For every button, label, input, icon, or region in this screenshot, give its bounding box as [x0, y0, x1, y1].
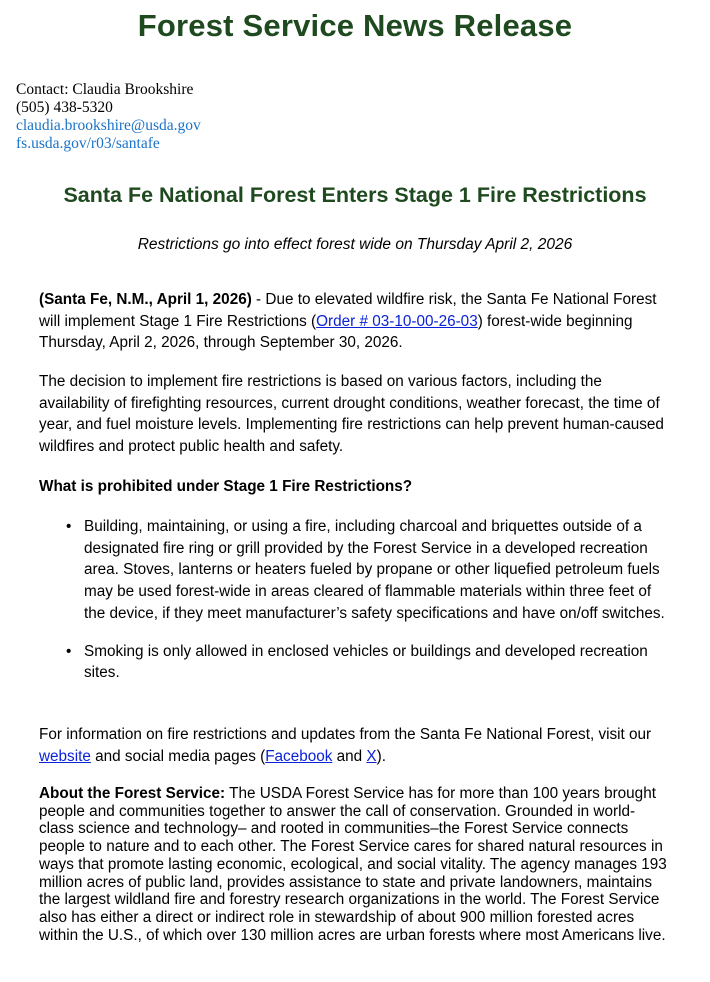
contact-block	[16, 81, 201, 153]
info-text-2: and social media pages (	[90, 747, 266, 765]
about-text: The USDA Forest Service has for more than 100 years brought people and communities together to answer the call of conservation. Grounded in world-class science and technology– and rooted in communities–the Forest Service connects people to nature and to each other. The Forest Service cares for shared natural resources in ways that promote lasting economic, ecological, and social vitality. The agency manages 193 million acres of public land, provides assistance to state and private landowners, maintains the largest wildland fire and forestry research organizations in the world. The Forest Service also has either a direct or indirect role in stewardship of about 900 million forested acres within the U.S., of which over 130 million acres are urban forests where most Americans live.	[39, 785, 667, 944]
contact-website-link[interactable]: fs.usda.gov/r03/santafe	[16, 135, 160, 152]
prohibited-list	[39, 516, 669, 684]
info-text-4: ).	[376, 747, 386, 765]
lead-paragraph	[39, 289, 669, 354]
contact-email-link[interactable]: claudia.brookshire@usda.gov	[16, 117, 201, 134]
info-text-3: and	[332, 747, 367, 765]
contact-name: Contact: Claudia Brookshire	[16, 81, 194, 98]
lead-text-2: ) forest-wide beginning Thursday, April 2, 2026, through September 30, 2026.	[39, 312, 633, 352]
list-item-text: Smoking is only allowed in enclosed vehicles or buildings and developed recreation sites.	[84, 642, 648, 682]
list-item	[39, 516, 669, 625]
subheadline: Restrictions go into effect forest wide on Thursday April 2, 2026	[137, 236, 573, 253]
masthead-title: Forest Service News Release	[137, 8, 573, 43]
info-text-1: For information on fire restrictions and updates from the Santa Fe National Forest, visit our	[39, 726, 652, 743]
lead-text-1: - Due to elevated wildfire risk, the Santa Fe National Forest will implement Stage 1 Fire Restrictions (	[39, 291, 657, 330]
decision-paragraph: The decision to implement fire restrictions is based on various factors, including the availability of firefighting resources, current drought conditions, weather forecast, the time of year, and fuel moisture levels. Implementing fire restrictions can help prevent human-caused wildfires and protect public health and safety.	[39, 373, 664, 456]
dateline: (Santa Fe, N.M., April 1, 2026)	[39, 291, 252, 308]
website-link[interactable]: website	[39, 747, 91, 765]
contact-phone: (505) 438-5320	[16, 99, 113, 116]
order-link[interactable]: Order # 03-10-00-26-03	[316, 312, 478, 330]
facebook-link[interactable]: Facebook	[265, 747, 333, 765]
headline: Santa Fe National Forest Enters Stage 1 Fire Restrictions	[63, 183, 647, 207]
x-link[interactable]: X	[366, 747, 377, 765]
list-item	[39, 641, 669, 684]
bullet-dot-icon: •	[66, 518, 72, 535]
prohibited-heading: What is prohibited under Stage 1 Fire Restrictions?	[39, 478, 413, 495]
about-label: About the Forest Service:	[39, 785, 226, 802]
bullet-dot-icon: •	[66, 642, 72, 660]
list-item-text: Building, maintaining, or using a fire, including charcoal and briquettes outside of a designated fire ring or grill provided by the Forest Service in a developed recreation area. Stoves, lanterns or heaters fueled by propane or other liquefied petroleum fuels may be used forest-wide in areas cleared of flammable materials within three feet of the device, if they meet manufacturer’s safety specifications and have on/off switches.	[84, 518, 665, 622]
about-paragraph	[39, 785, 669, 944]
info-paragraph	[39, 724, 669, 767]
